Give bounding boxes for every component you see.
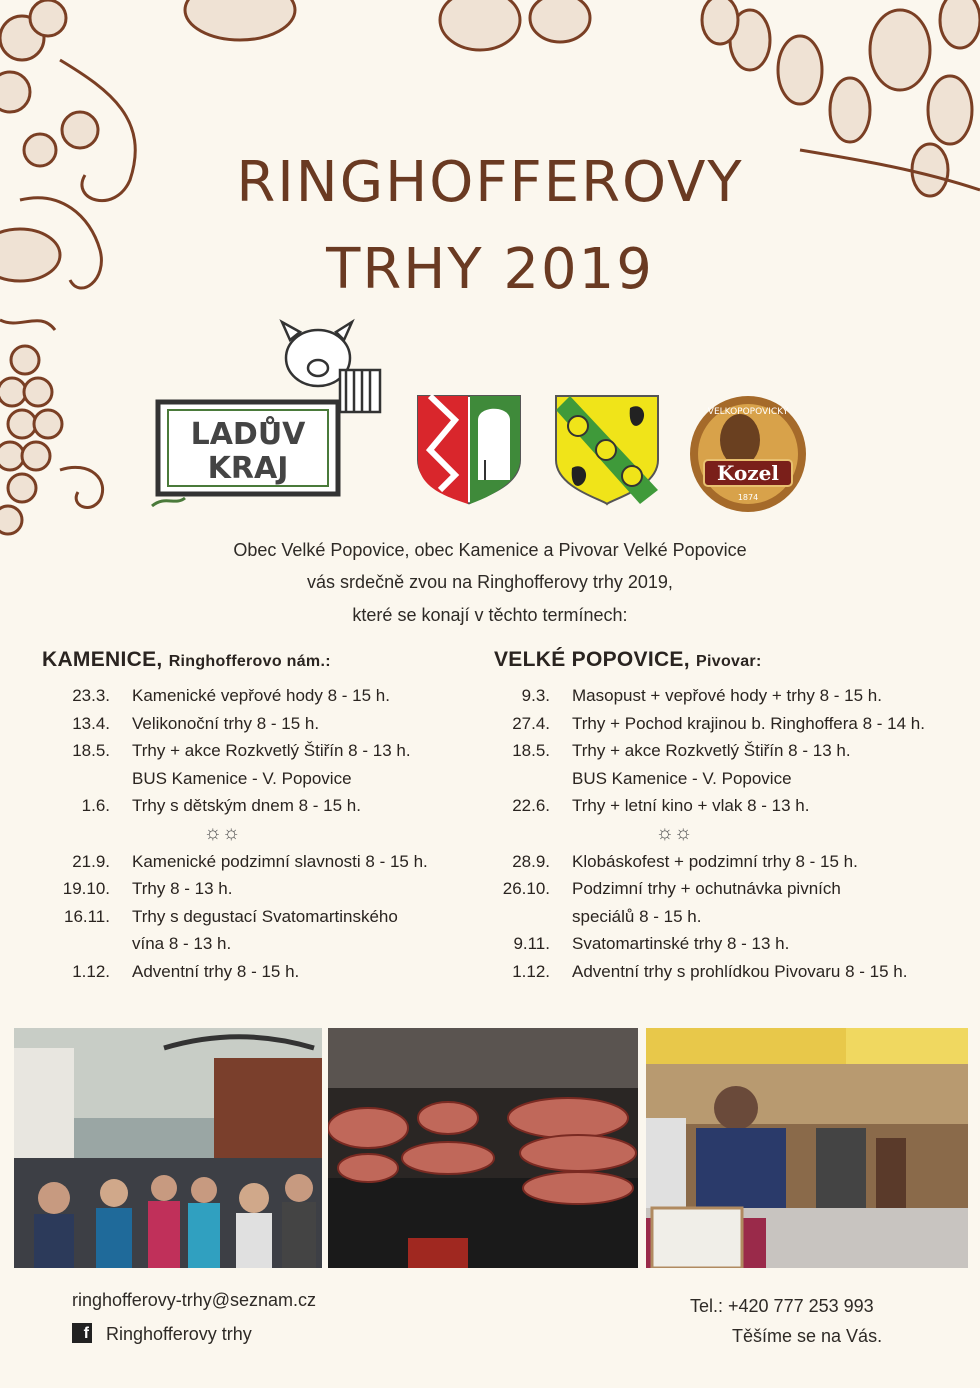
event-text: vína 8 - 13 h. (132, 934, 232, 954)
event-date: 13.4. (72, 713, 110, 733)
event-row (494, 737, 964, 765)
popovice-place: VELKÉ POPOVICE, (494, 648, 690, 671)
event-date: 26.10. (502, 879, 550, 899)
laduv-kraj-logo (152, 322, 380, 506)
event-row (494, 765, 964, 793)
facebook-page-link[interactable]: Ringhofferovy trhy (106, 1324, 252, 1344)
popovice-heading (494, 648, 964, 672)
intro-line1: Obec Velké Popovice, obec Kamenice a Pivovar Velké Popovice (233, 540, 747, 560)
event-date: 18.5. (512, 741, 550, 761)
contact-email[interactable]: ringhofferovy-trhy@seznam.cz (72, 1290, 317, 1310)
event-row (494, 792, 964, 820)
contact-phone: Tel.: +420 777 253 993 (690, 1296, 874, 1316)
event-text: BUS Kamenice - V. Popovice (132, 768, 352, 788)
event-row (494, 682, 964, 710)
event-row (494, 958, 964, 986)
kozel-year: 1874 (737, 493, 759, 502)
event-date: 28.9. (512, 851, 550, 871)
event-text: Trhy + akce Rozkvetlý Štiřín 8 - 13 h. (572, 741, 851, 761)
facebook-icon[interactable]: f (72, 1323, 92, 1343)
event-date: 16.11. (63, 906, 110, 926)
event-text: Adventní trhy 8 - 15 h. (132, 961, 300, 981)
coat-of-arms-icon (556, 396, 658, 504)
event-row (42, 875, 472, 903)
event-text: Kamenické podzimní slavnosti 8 - 15 h. (132, 851, 428, 871)
event-date: 27.4. (512, 713, 550, 733)
popovice-venue: Pivovar: (696, 653, 762, 670)
sun-icon: ☼☼ (203, 821, 241, 844)
greeting: Těšíme se na Vás. (732, 1326, 883, 1346)
event-date: 18.5. (72, 741, 110, 761)
event-date: 19.10. (62, 879, 110, 899)
event-row (42, 765, 472, 793)
kozel-ring-text: VELKOPOPOVICKÝ (707, 407, 789, 417)
laduv-logo-line2: KRAJ (207, 451, 289, 486)
pig-accordion-icon (282, 322, 380, 412)
logos-row (0, 310, 980, 530)
event-date: 1.6. (81, 796, 110, 816)
kozel-logo-icon (690, 396, 806, 512)
kamenice-heading (42, 648, 472, 672)
event-row (42, 958, 472, 986)
event-row (42, 737, 472, 765)
event-text: Trhy s dětským dnem 8 - 15 h. (132, 796, 361, 816)
event-date: 23.3. (72, 686, 110, 705)
event-text: Klobáskofest + podzimní trhy 8 - 15 h. (572, 851, 858, 871)
leaf-ornament (180, 0, 600, 70)
event-date: 1.12. (512, 961, 550, 981)
event-date: 9.11. (513, 934, 550, 954)
event-text: Velikonoční trhy 8 - 15 h. (132, 713, 320, 733)
coat-of-arms-icon (418, 396, 520, 504)
intro-line2: vás srdečně zvou na Ringhofferovy trhy 2019, (307, 572, 673, 592)
event-date: 1.12. (72, 961, 110, 981)
event-text: Trhy + akce Rozkvetlý Štiřín 8 - 13 h. (132, 741, 411, 761)
event-text: Masopust + vepřové hody + trhy 8 - 15 h. (572, 686, 882, 705)
event-row (42, 848, 472, 876)
event-row (42, 930, 472, 958)
intro-line3: které se konají v těchto termínech: (352, 605, 628, 625)
event-text: Trhy + letní kino + vlak 8 - 13 h. (572, 796, 810, 816)
event-row (494, 848, 964, 876)
kamenice-place: KAMENICE, (42, 648, 163, 671)
event-row (494, 875, 964, 903)
event-date: 21.9. (72, 851, 110, 871)
market-crowd-photo (14, 1028, 322, 1268)
event-row (42, 903, 472, 931)
event-row (42, 682, 472, 710)
event-row (494, 930, 964, 958)
sun-icon: ☼☼ (655, 821, 693, 844)
event-row (42, 792, 472, 820)
event-row (494, 710, 964, 738)
kamenice-venue: Ringhofferovo nám.: (168, 653, 331, 670)
event-row (494, 903, 964, 931)
page-title-line2: TRHY 2019 (326, 237, 654, 302)
event-row (42, 710, 472, 738)
event-text: BUS Kamenice - V. Popovice (572, 768, 792, 788)
market-stall-photo (646, 1028, 968, 1268)
popovice-schedule (494, 648, 964, 986)
kozel-brand-name: Kozel (717, 461, 779, 485)
grilled-sausages-photo (328, 1028, 638, 1268)
event-text: Svatomartinské trhy 8 - 13 h. (572, 934, 790, 954)
event-text: Adventní trhy s prohlídkou Pivovaru 8 - 15 h. (572, 961, 908, 981)
page-title-line1: RINGHOFFEROVY (236, 150, 744, 215)
laduv-logo-line1: LADŮV (190, 417, 306, 452)
event-text: Trhy s degustací Svatomartinského (132, 906, 398, 926)
event-text: Kamenické vepřové hody 8 - 15 h. (132, 686, 390, 705)
event-date: 22.6. (512, 796, 550, 816)
event-date: 9.3. (521, 686, 550, 705)
event-text: speciálů 8 - 15 h. (572, 906, 702, 926)
kamenice-schedule (42, 648, 472, 986)
event-text: Podzimní trhy + ochutnávka pivních (572, 879, 841, 899)
event-text: Trhy + Pochod krajinou b. Ringhoffera 8 - 14 h. (572, 713, 925, 733)
event-text: Trhy 8 - 13 h. (132, 879, 233, 899)
